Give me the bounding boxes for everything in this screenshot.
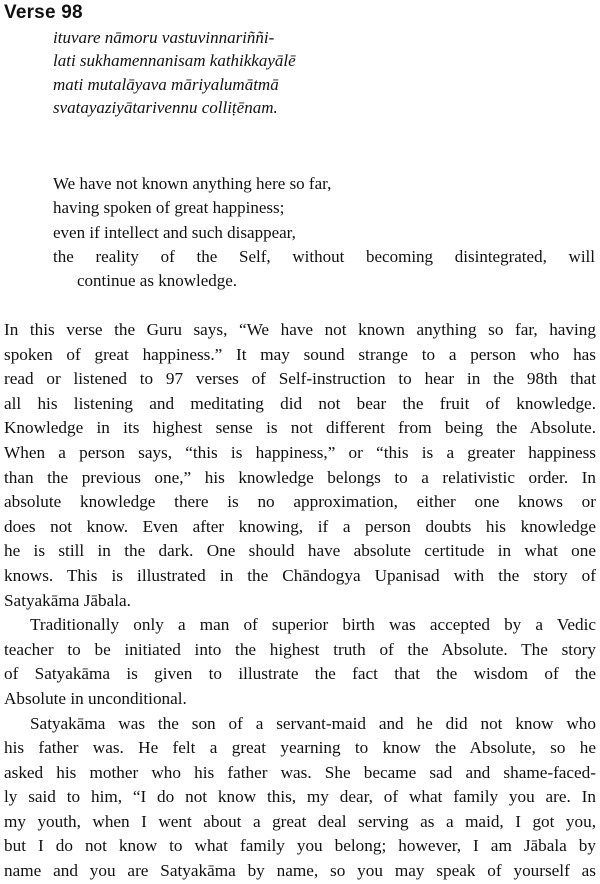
- commentary-paragraph-1: [4, 318, 596, 613]
- paragraph-line: read or listened to 97 verses of Self-instruction to hear in the 98th that: [4, 369, 596, 389]
- paragraph-line: he is still in the dark. One should have absolute certitude in what one: [4, 541, 596, 561]
- paragraph-line: knows. This is illustrated in the Chāndogya Upanisad with the story of: [4, 565, 596, 585]
- paragraph-line: Traditionally only a man of superior birth was accepted by a Vedic: [30, 615, 596, 635]
- transliteration-line: lati sukhamennanisam kathikkayālē: [53, 51, 296, 71]
- verse-heading: Verse 98: [4, 2, 83, 23]
- translation-line: having spoken of great happiness;: [53, 198, 285, 218]
- translation-line: the reality of the Self, without becoming disintegrated, will: [53, 246, 595, 266]
- paragraph-line: Satyakāma was the son of a servant-maid and he did not know who: [30, 713, 596, 733]
- translation-line: continue as knowledge.: [77, 271, 238, 291]
- paragraph-line: asked his mother who his father was. She became sad and shame-faced-: [4, 762, 596, 782]
- transliteration-line: ituvare nāmoru vastuvinnariññi-: [53, 28, 275, 47]
- paragraph-line: When a person says, “this is happiness,” or “this is a greater happiness: [4, 442, 596, 462]
- translation-line: We have not known anything here so far,: [53, 174, 332, 193]
- paragraph-line: of Satyakāma is given to illustrate the fact that the wisdom of the: [4, 664, 596, 684]
- paragraph-line: In this verse the Guru says, “We have not known anything so far, having: [4, 320, 596, 339]
- translation-line: even if intellect and such disappear,: [53, 222, 296, 242]
- commentary: [4, 318, 596, 884]
- paragraph-line: than the previous one,” his knowledge belongs to a relativistic order. In: [4, 467, 596, 487]
- paragraph-line: my youth, when I went about a great deal serving as a maid, I got you,: [4, 811, 596, 831]
- paragraph-line: absolute knowledge there is no approximation, either one knows or: [4, 492, 596, 512]
- paragraph-line: all his listening and meditating did not bear the fruit of knowledge.: [4, 393, 596, 413]
- paragraph-line: teacher to be initiated into the highest truth of the Absolute. The story: [4, 639, 596, 659]
- transliteration-line: svatayaziyātarivennu colliṭēnam.: [53, 97, 278, 117]
- commentary-paragraph-3: [4, 712, 596, 884]
- paragraph-line: Satyakāma Jābala.: [4, 590, 131, 610]
- paragraph-line: his father was. He felt a great yearning to know the Absolute, so he: [4, 738, 596, 758]
- transliterated-verse: [53, 26, 296, 119]
- paragraph-line: Knowledge in its highest sense is not different from being the Absolute.: [4, 418, 596, 438]
- paragraph-line: but I do not know to what family you belong; however, I am Jābala by: [4, 836, 596, 856]
- paragraph-line: spoken of great happiness.” It may sound strange to a person who has: [4, 344, 596, 364]
- paragraph-line: ly said to him, “I do not know this, my dear, of what family you are. In: [4, 787, 596, 807]
- commentary-paragraph-2: [4, 613, 596, 711]
- transliteration-line: mati mutalāyava māriyalumātmā: [53, 74, 279, 94]
- paragraph-line: does not know. Even after knowing, if a person doubts his knowledge: [4, 516, 596, 536]
- paragraph-line: Absolute in unconditional.: [4, 688, 187, 708]
- paragraph-line: name and you are Satyakāma by name, so you may speak of yourself as: [4, 861, 596, 881]
- verse-translation: [53, 172, 595, 293]
